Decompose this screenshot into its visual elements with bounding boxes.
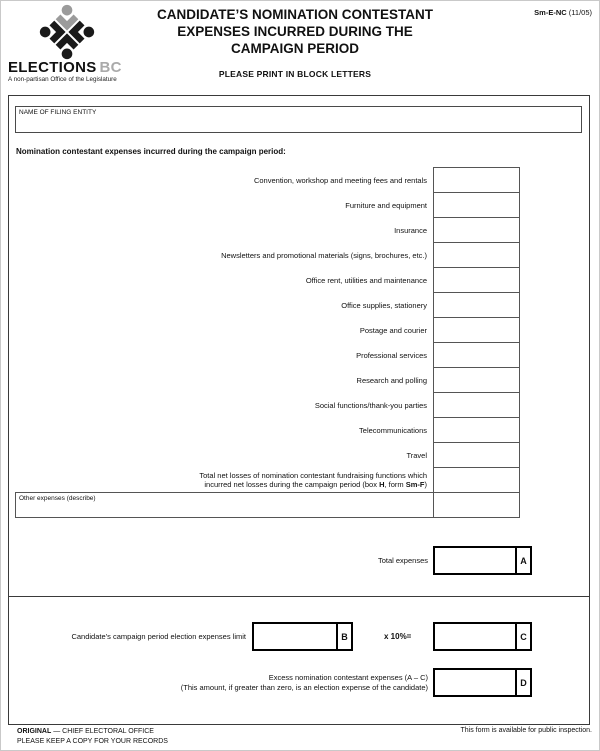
expense-row bbox=[20, 217, 520, 243]
print-instruction: PLEASE PRINT IN BLOCK LETTERS bbox=[218, 69, 372, 79]
expense-label: Travel bbox=[406, 450, 427, 460]
expense-amount-field[interactable] bbox=[433, 392, 520, 418]
footer-copy-note: PLEASE KEEP A COPY FOR YOUR RECORDS bbox=[17, 738, 168, 745]
expense-amount-field[interactable] bbox=[433, 442, 520, 468]
footer-copy-label: ORIGINAL bbox=[17, 728, 52, 735]
expense-amount-field[interactable] bbox=[433, 292, 520, 318]
excess-expenses-amount-field[interactable] bbox=[435, 670, 515, 695]
expense-amount-field[interactable] bbox=[433, 242, 520, 268]
box-letter-c: C bbox=[515, 624, 530, 649]
expense-label: Social functions/thank-you parties bbox=[314, 400, 427, 410]
expense-label: Postage and courier bbox=[359, 325, 427, 335]
expense-row bbox=[20, 367, 520, 393]
expense-amount-field[interactable] bbox=[433, 417, 520, 443]
expense-rows bbox=[20, 167, 520, 493]
expense-row bbox=[20, 267, 520, 293]
excess-expenses-label bbox=[60, 668, 428, 697]
logo-tagline: A non-partisan Office of the Legislature bbox=[8, 76, 117, 83]
expense-label: Professional services bbox=[356, 350, 427, 360]
limit-times-ten-box-c bbox=[433, 622, 532, 651]
expense-row bbox=[20, 417, 520, 443]
calculation-section-border bbox=[8, 596, 590, 725]
title-line-1: CANDIDATE’S NOMINATION CONTESTANT bbox=[157, 7, 433, 22]
expense-amount-field[interactable] bbox=[433, 367, 520, 393]
title-line-2: EXPENSES INCURRED DURING THE bbox=[177, 24, 413, 39]
excess-expenses-label-line2: (This amount, if greater than zero, is an election expense of the candidate) bbox=[180, 682, 428, 692]
expense-amount-field[interactable] bbox=[433, 192, 520, 218]
filing-entity-field[interactable] bbox=[15, 106, 582, 133]
expense-row bbox=[20, 392, 520, 418]
other-expenses-amount-field[interactable] bbox=[433, 492, 520, 518]
expense-label: Furniture and equipment bbox=[345, 200, 427, 210]
logo-brand-suffix: BC bbox=[99, 59, 122, 76]
multiplier-label: x 10%= bbox=[384, 632, 412, 641]
total-expenses-label: Total expenses bbox=[377, 556, 428, 565]
footer-copy-info bbox=[17, 727, 168, 747]
expenses-limit-amount-field[interactable] bbox=[254, 624, 336, 649]
expense-row bbox=[20, 467, 520, 493]
title-line-3: CAMPAIGN PERIOD bbox=[230, 41, 359, 56]
expense-label: Insurance bbox=[394, 225, 427, 235]
excess-expenses-box-d bbox=[433, 668, 532, 697]
logo-brand-main: ELECTIONS bbox=[8, 59, 97, 76]
expense-label: Newsletters and promotional materials (signs, brochures, etc.) bbox=[221, 250, 427, 260]
form-code bbox=[534, 8, 592, 17]
other-expenses-describe-field[interactable] bbox=[15, 492, 434, 518]
other-expenses-label: Other expenses (describe) bbox=[19, 495, 96, 502]
expense-row bbox=[20, 242, 520, 268]
expense-label: Office rent, utilities and maintenance bbox=[305, 275, 427, 285]
footer-public-note: This form is available for public inspection. bbox=[460, 727, 592, 734]
elections-bc-logo bbox=[8, 2, 126, 83]
expense-amount-field[interactable] bbox=[433, 217, 520, 243]
other-expenses-row bbox=[15, 492, 520, 518]
expense-row bbox=[20, 292, 520, 318]
expense-label: Office supplies, stationery bbox=[341, 300, 427, 310]
box-letter-b: B bbox=[336, 624, 351, 649]
expense-row bbox=[20, 442, 520, 468]
expense-amount-field[interactable] bbox=[433, 342, 520, 368]
expense-row bbox=[20, 192, 520, 218]
box-letter-d: D bbox=[515, 670, 530, 695]
expense-label: Research and polling bbox=[356, 375, 427, 385]
footer-copy-dest: — CHIEF ELECTORAL OFFICE bbox=[53, 728, 154, 735]
expense-amount-field[interactable] bbox=[433, 467, 520, 493]
expense-row bbox=[20, 317, 520, 343]
excess-expenses-label-line1: Excess nomination contestant expenses (A – C) bbox=[268, 672, 428, 682]
total-expenses-box-a bbox=[433, 546, 532, 575]
filing-entity-label: NAME OF FILING ENTITY bbox=[19, 109, 97, 116]
expense-amount-field[interactable] bbox=[433, 167, 520, 193]
box-letter-a: A bbox=[515, 548, 530, 573]
expense-row bbox=[20, 167, 520, 193]
expense-amount-field[interactable] bbox=[433, 267, 520, 293]
limit-times-ten-amount-field[interactable] bbox=[435, 624, 515, 649]
expenses-limit-label: Candidate’s campaign period election expenses limit bbox=[71, 632, 246, 641]
page-title bbox=[130, 6, 460, 57]
expense-row bbox=[20, 342, 520, 368]
elections-bc-people-mark-icon bbox=[35, 4, 99, 60]
logo-brand bbox=[8, 61, 126, 75]
expense-label: Total net losses of nomination contestant fundraising functions which incurred net losses during the campaign period (box H, form Sm-F) bbox=[199, 471, 427, 489]
expense-label: Convention, workshop and meeting fees and rentals bbox=[253, 175, 427, 185]
expense-amount-field[interactable] bbox=[433, 317, 520, 343]
expenses-heading: Nomination contestant expenses incurred during the campaign period: bbox=[16, 147, 286, 156]
form-code-revision: (11/05) bbox=[568, 8, 592, 17]
expense-label: Telecommunications bbox=[359, 425, 427, 435]
expenses-limit-box-b bbox=[252, 622, 353, 651]
form-code-id: Sm-E-NC bbox=[534, 8, 567, 17]
total-expenses-amount-field[interactable] bbox=[435, 548, 515, 573]
